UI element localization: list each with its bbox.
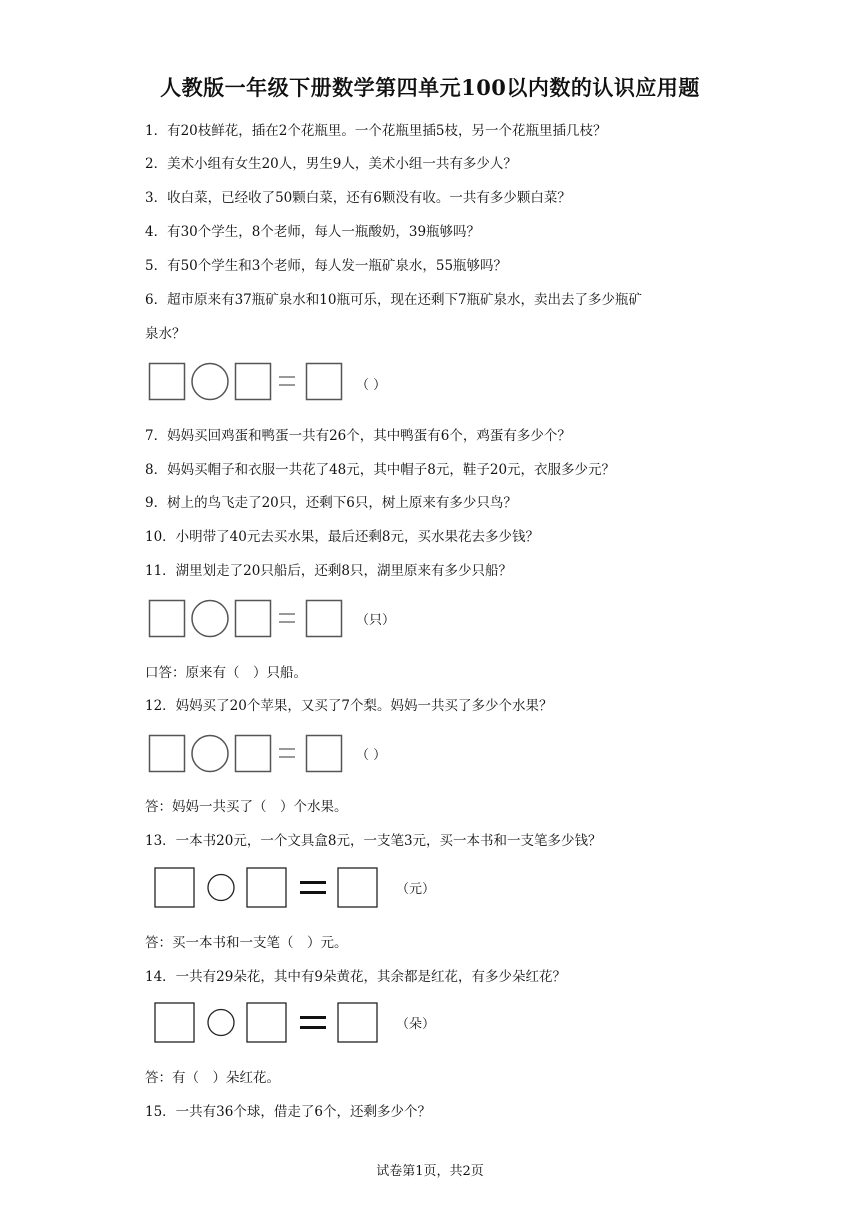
- equation-13-unit: （元）: [396, 882, 436, 897]
- answer-13: 答：买一本书和一支笔（ ）元。: [145, 935, 348, 951]
- question-10: 10．小明带了40元去买水果，最后还剩8元，买水果花去多少钱？: [145, 529, 539, 545]
- question-2: 2．美术小组有女生20人，男生9人，美术小组一共有多少人？: [145, 156, 517, 172]
- question-11: 11．湖里划走了20只船后，还剩8只，湖里原来有多少只船？: [145, 563, 512, 579]
- operator-circle: [192, 364, 228, 400]
- answer-box: [236, 601, 271, 637]
- answer-14: 答：有（ ）朵红花。: [145, 1070, 280, 1086]
- question-3: 3．收白菜，已经收了50颗白菜，还有6颗没有收。一共有多少颗白菜？: [145, 190, 571, 206]
- question-8: 8．妈妈买帽子和衣服一共花了48元，其中帽子8元，鞋子20元，衣服多少元？: [145, 462, 616, 478]
- equation-12: [148, 732, 468, 776]
- question-6: 6．超市原来有37瓶矿泉水和10瓶可乐，现在还剩下7瓶矿泉水，卖出去了多少瓶矿: [145, 292, 643, 308]
- page-title: 人教版一年级下册数学第四单元100以内数的认识应用题: [160, 75, 700, 100]
- equation-11: [148, 597, 468, 641]
- question-6-continued: 泉水？: [145, 326, 186, 342]
- answer-box: [236, 736, 271, 772]
- page-footer: 试卷第1页，共2页: [376, 1164, 484, 1179]
- equals-sign: [300, 881, 326, 884]
- answer-box: [155, 868, 194, 907]
- answer-box: [236, 364, 271, 400]
- question-14: 14．一共有29朵花，其中有9朵黄花，其余都是红花，有多少朵红花？: [145, 969, 566, 985]
- result-box: [338, 1003, 377, 1042]
- equation-11-unit: （只）: [356, 613, 396, 628]
- result-box: [307, 364, 342, 400]
- question-12: 12．妈妈买了20个苹果，又买了7个梨。妈妈一共买了多少个水果？: [145, 698, 553, 714]
- operator-circle: [208, 1010, 234, 1036]
- question-7: 7．妈妈买回鸡蛋和鸭蛋一共有26个，其中鸭蛋有6个，鸡蛋有多少个？: [145, 428, 571, 444]
- answer-11: 口答：原来有（ ）只船。: [145, 665, 307, 681]
- answer-box: [247, 868, 286, 907]
- question-13: 13．一本书20元，一个文具盒8元，一支笔3元，买一本书和一支笔多少钱？: [145, 833, 602, 849]
- equation-12-unit: （ ）: [356, 748, 387, 763]
- equation-6: [148, 360, 468, 404]
- answer-box: [247, 1003, 286, 1042]
- operator-circle: [192, 736, 228, 772]
- question-9: 9．树上的鸟飞走了20只，还剩下6只，树上原来有多少只鸟？: [145, 495, 517, 511]
- question-5: 5．有50个学生和3个老师，每人发一瓶矿泉水，55瓶够吗？: [145, 258, 508, 274]
- question-15: 15．一共有36个球，借走了6个，还剩多少个？: [145, 1104, 431, 1120]
- equation-14-unit: （朵）: [396, 1017, 436, 1032]
- answer-12: 答：妈妈一共买了（ ）个水果。: [145, 799, 348, 815]
- equation-6-unit: （ ）: [356, 378, 387, 393]
- result-box: [338, 868, 377, 907]
- answer-box: [150, 736, 185, 772]
- answer-box: [155, 1003, 194, 1042]
- question-1: 1．有20枝鲜花，插在2个花瓶里。一个花瓶里插5枝，另一个花瓶里插几枝？: [145, 123, 607, 139]
- question-4: 4．有30个学生，8个老师，每人一瓶酸奶，39瓶够吗？: [145, 224, 481, 240]
- answer-box: [150, 601, 185, 637]
- operator-circle: [208, 875, 234, 901]
- result-box: [307, 601, 342, 637]
- operator-circle: [192, 601, 228, 637]
- result-box: [307, 736, 342, 772]
- equals-sign: [300, 1016, 326, 1019]
- answer-box: [150, 364, 185, 400]
